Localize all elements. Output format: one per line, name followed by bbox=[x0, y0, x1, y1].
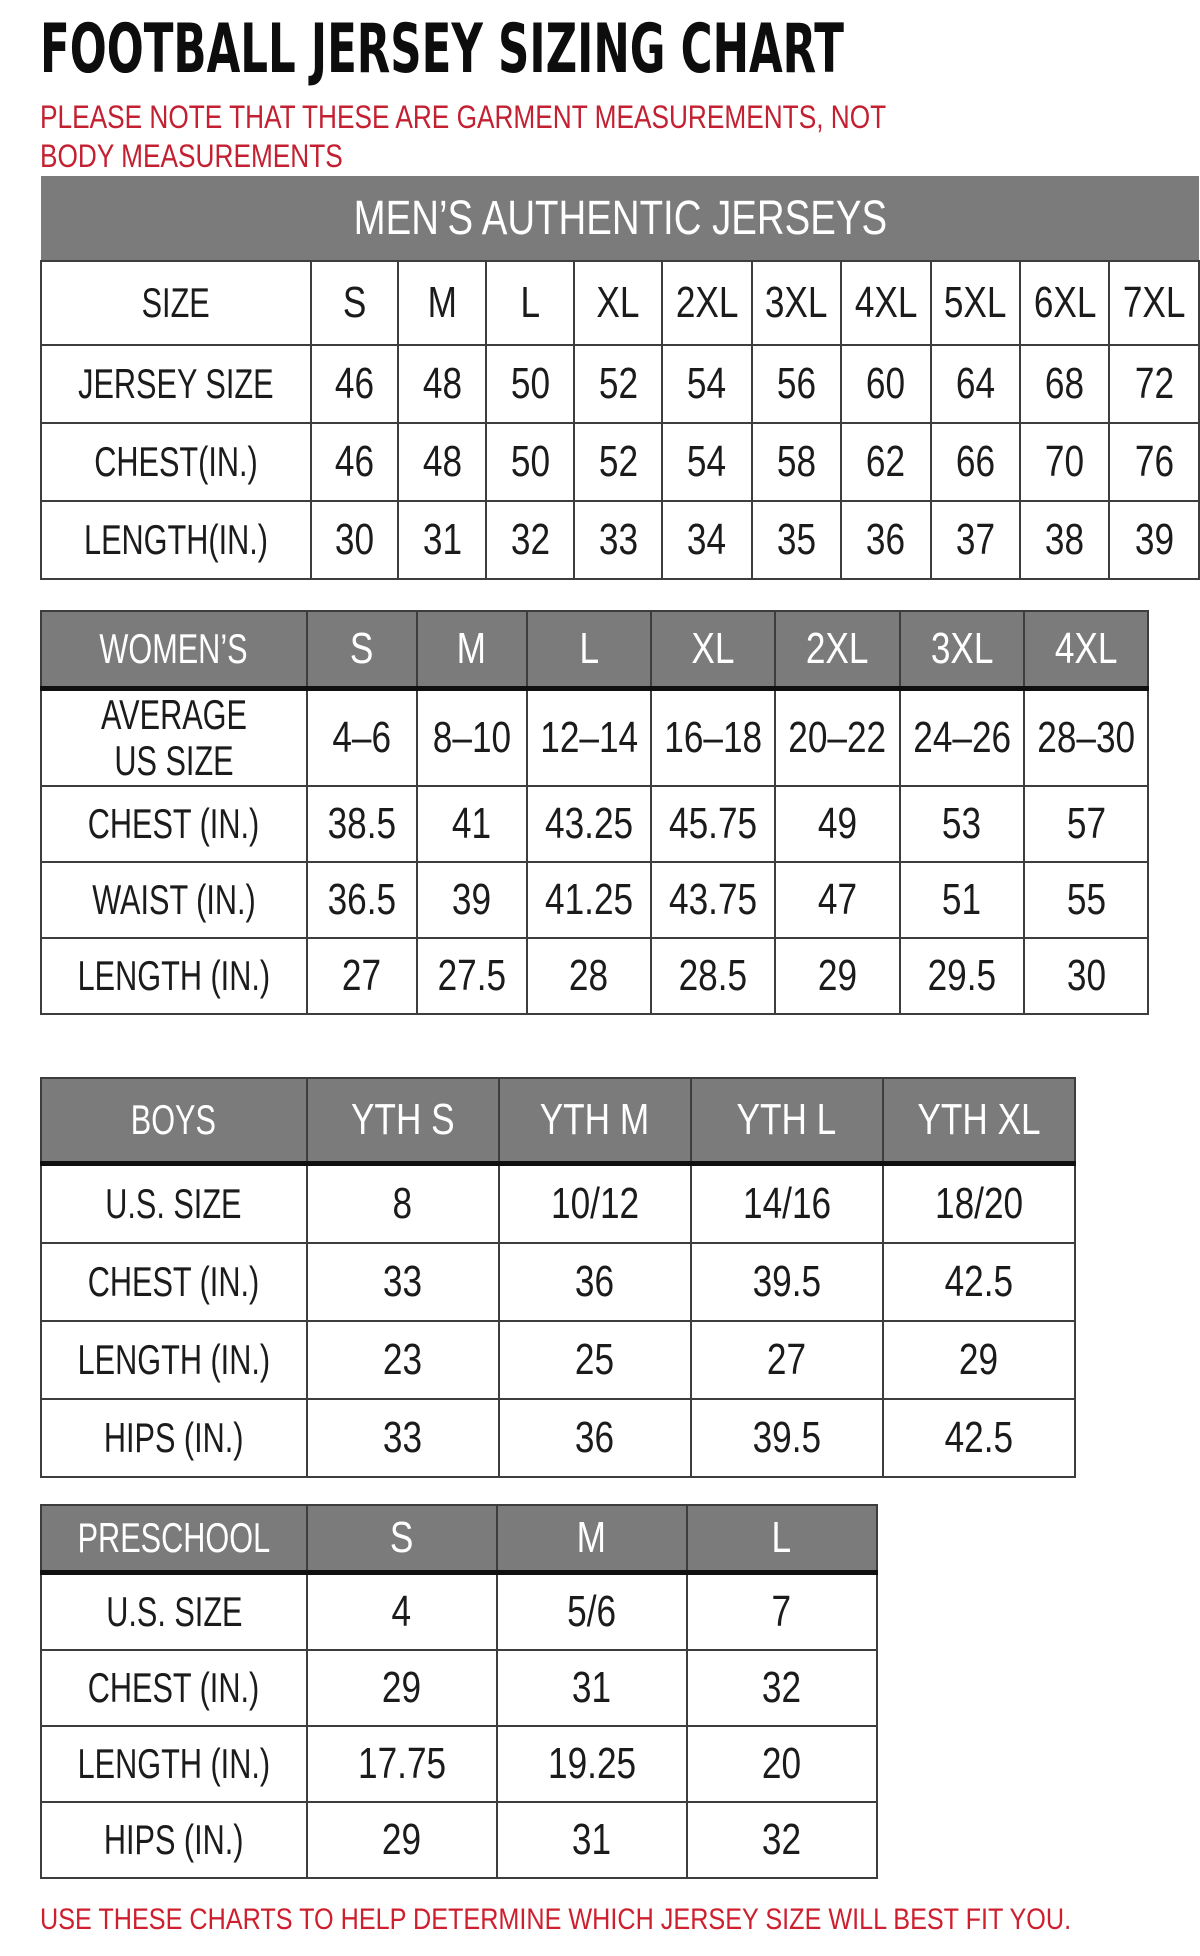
value-cell bbox=[687, 1726, 877, 1802]
cell-text: 31 bbox=[572, 1663, 612, 1712]
womens-chest-row bbox=[41, 786, 1148, 862]
womens-header-label bbox=[41, 611, 307, 689]
cell-text: 43.75 bbox=[669, 875, 758, 924]
cell-text: 57 bbox=[1066, 799, 1106, 848]
size-col-header bbox=[662, 261, 751, 345]
size-col-header bbox=[1020, 261, 1109, 345]
value-cell bbox=[307, 1802, 497, 1878]
size-col-header bbox=[931, 261, 1020, 345]
cell-text: 37 bbox=[955, 515, 995, 564]
value-cell bbox=[1109, 501, 1199, 579]
value-cell bbox=[499, 1399, 691, 1477]
cell-text: 33 bbox=[598, 515, 638, 564]
cell-text: YTH XL bbox=[917, 1095, 1041, 1144]
cell-text: 53 bbox=[942, 799, 982, 848]
cell-text: 56 bbox=[776, 359, 816, 408]
garment-measurements-note bbox=[40, 98, 1200, 176]
mens-chest-row bbox=[41, 423, 1199, 501]
value-cell bbox=[398, 423, 486, 501]
preschool-us-size-row bbox=[41, 1573, 877, 1651]
size-col-header bbox=[883, 1078, 1075, 1164]
cell-text: 30 bbox=[1066, 951, 1106, 1000]
preschool-length-row bbox=[41, 1726, 877, 1802]
value-cell bbox=[307, 938, 417, 1014]
cell-text: 58 bbox=[776, 437, 816, 486]
cell-text: S bbox=[349, 624, 374, 673]
value-cell bbox=[307, 1243, 499, 1321]
cell-text: 4 bbox=[391, 1587, 412, 1636]
value-cell bbox=[775, 786, 899, 862]
cell-text: 5/6 bbox=[567, 1587, 617, 1636]
garment-measurements-note-text: PLEASE NOTE THAT THESE ARE GARMENT MEASUREMENTS, NOT BODY MEASUREMENTS bbox=[40, 99, 886, 174]
value-cell bbox=[307, 1164, 499, 1244]
size-col-header bbox=[527, 611, 651, 689]
cell-text: 43.25 bbox=[544, 799, 633, 848]
value-cell bbox=[900, 786, 1024, 862]
value-cell bbox=[687, 1802, 877, 1878]
row-label-us-size bbox=[41, 1164, 307, 1244]
cell-text: 36 bbox=[575, 1257, 615, 1306]
value-cell bbox=[662, 423, 751, 501]
cell-text: 39.5 bbox=[752, 1257, 821, 1306]
value-cell bbox=[1109, 423, 1199, 501]
cell-text: 24–26 bbox=[912, 713, 1011, 762]
value-cell bbox=[1024, 938, 1148, 1014]
value-cell bbox=[398, 501, 486, 579]
size-col-header bbox=[486, 261, 574, 345]
value-cell bbox=[841, 423, 930, 501]
value-cell bbox=[900, 862, 1024, 938]
row-label-size bbox=[41, 261, 311, 345]
cell-text: 42.5 bbox=[944, 1413, 1013, 1462]
cell-text: 29 bbox=[817, 951, 858, 1000]
cell-text: XL bbox=[596, 278, 640, 327]
cell-text: 10/12 bbox=[550, 1179, 639, 1228]
cell-text: 3XL bbox=[765, 278, 828, 327]
cell-text: YTH S bbox=[350, 1095, 455, 1144]
cell-text: 36 bbox=[866, 515, 906, 564]
row-label-length bbox=[41, 1321, 307, 1399]
value-cell bbox=[527, 938, 651, 1014]
cell-text: 42.5 bbox=[944, 1257, 1013, 1306]
size-col-header bbox=[417, 611, 527, 689]
cell-text: 29.5 bbox=[927, 951, 997, 1000]
value-cell bbox=[497, 1573, 687, 1651]
cell-text: 29 bbox=[382, 1663, 422, 1712]
value-cell bbox=[775, 862, 899, 938]
mens-table-banner bbox=[41, 176, 1199, 261]
size-col-header bbox=[307, 1078, 499, 1164]
cell-text: 27 bbox=[342, 951, 382, 1000]
cell-text: 68 bbox=[1045, 359, 1085, 408]
value-cell bbox=[1020, 423, 1109, 501]
cell-text: 28–30 bbox=[1037, 713, 1136, 762]
cell-text: 19.25 bbox=[547, 1739, 636, 1788]
cell-text: 29 bbox=[382, 1815, 422, 1864]
cell-text: L bbox=[579, 624, 599, 673]
cell-text: L bbox=[771, 1513, 792, 1562]
cell-text: S bbox=[389, 1513, 414, 1562]
cell-text: PRESCHOOL bbox=[77, 1514, 271, 1561]
value-cell bbox=[417, 689, 527, 787]
value-cell bbox=[307, 862, 417, 938]
value-cell bbox=[1024, 786, 1148, 862]
preschool-chest-row bbox=[41, 1650, 877, 1726]
mens-size-header-row bbox=[41, 261, 1199, 345]
boys-header-label bbox=[41, 1078, 307, 1164]
value-cell bbox=[1020, 501, 1109, 579]
cell-text: 60 bbox=[866, 359, 906, 408]
cell-text: 39.5 bbox=[752, 1413, 821, 1462]
cell-text: 52 bbox=[598, 359, 638, 408]
cell-text: M bbox=[577, 1513, 607, 1562]
cell-text: YTH M bbox=[539, 1095, 650, 1144]
value-cell bbox=[883, 1399, 1075, 1477]
cell-text: 54 bbox=[687, 359, 727, 408]
size-col-header bbox=[1109, 261, 1199, 345]
cell-text: YTH L bbox=[736, 1095, 837, 1144]
value-cell bbox=[691, 1321, 883, 1399]
value-cell bbox=[883, 1164, 1075, 1244]
cell-text: 46 bbox=[334, 359, 375, 408]
value-cell bbox=[486, 345, 574, 423]
cell-text: 30 bbox=[334, 515, 375, 564]
value-cell bbox=[900, 938, 1024, 1014]
cell-text: CHEST (IN.) bbox=[88, 1258, 260, 1305]
size-col-header bbox=[691, 1078, 883, 1164]
row-label-average-us-size bbox=[41, 689, 307, 787]
value-cell bbox=[651, 786, 775, 862]
value-cell bbox=[307, 786, 417, 862]
cell-text: 50 bbox=[510, 437, 550, 486]
cell-text: S bbox=[342, 278, 367, 327]
page-title bbox=[40, 10, 1200, 89]
value-cell bbox=[662, 501, 751, 579]
value-cell bbox=[775, 689, 899, 787]
womens-waist-row bbox=[41, 862, 1148, 938]
cell-text: 14/16 bbox=[742, 1179, 831, 1228]
cell-text: 8 bbox=[392, 1179, 413, 1228]
cell-text: U.S. SIZE bbox=[105, 1180, 242, 1227]
cell-text: 62 bbox=[866, 437, 906, 486]
cell-text: 46 bbox=[334, 437, 375, 486]
cell-text: LENGTH (IN.) bbox=[77, 1336, 271, 1383]
cell-text: 35 bbox=[776, 515, 816, 564]
cell-text: 45.75 bbox=[669, 799, 758, 848]
cell-text: 3XL bbox=[930, 624, 994, 673]
size-col-header bbox=[651, 611, 775, 689]
row-label-hips bbox=[41, 1802, 307, 1878]
womens-jerseys-table bbox=[40, 610, 1149, 1015]
value-cell bbox=[574, 345, 662, 423]
cell-text: 48 bbox=[422, 359, 462, 408]
cell-text: 33 bbox=[383, 1413, 423, 1462]
cell-text: 28.5 bbox=[678, 951, 748, 1000]
value-cell bbox=[311, 501, 399, 579]
cell-text: 34 bbox=[687, 515, 727, 564]
cell-text: AVERAGE US SIZE bbox=[100, 691, 247, 784]
cell-text: 16–18 bbox=[664, 713, 763, 762]
page-title-text: FOOTBALL JERSEY SIZING CHART bbox=[40, 10, 844, 89]
cell-text: L bbox=[520, 278, 540, 327]
preschool-hips-row bbox=[41, 1802, 877, 1878]
cell-text: 47 bbox=[817, 875, 858, 924]
cell-text: 39 bbox=[452, 875, 492, 924]
value-cell bbox=[527, 689, 651, 787]
cell-text: 6XL bbox=[1033, 278, 1097, 327]
mens-length-row bbox=[41, 501, 1199, 579]
preschool-jerseys-table bbox=[40, 1504, 878, 1879]
cell-text: HIPS (IN.) bbox=[103, 1414, 244, 1461]
cell-text: 41.25 bbox=[544, 875, 633, 924]
value-cell bbox=[687, 1650, 877, 1726]
size-col-header bbox=[752, 261, 841, 345]
cell-text: 2XL bbox=[675, 278, 739, 327]
size-col-header bbox=[775, 611, 899, 689]
cell-text: 7 bbox=[771, 1587, 792, 1636]
value-cell bbox=[1109, 345, 1199, 423]
value-cell bbox=[574, 501, 662, 579]
value-cell bbox=[486, 423, 574, 501]
womens-header-row bbox=[41, 611, 1148, 689]
cell-text: 51 bbox=[942, 875, 982, 924]
cell-text: CHEST (IN.) bbox=[88, 800, 260, 847]
value-cell bbox=[307, 689, 417, 787]
mens-table-banner-text: MEN’S AUTHENTIC JERSEYS bbox=[353, 191, 887, 245]
value-cell bbox=[497, 1650, 687, 1726]
cell-text: 17.75 bbox=[357, 1739, 446, 1788]
cell-text: 4XL bbox=[1054, 624, 1118, 673]
cell-text: 23 bbox=[383, 1335, 423, 1384]
cell-text: 29 bbox=[959, 1335, 999, 1384]
cell-text: M bbox=[457, 624, 487, 673]
value-cell bbox=[931, 423, 1020, 501]
cell-text: 31 bbox=[572, 1815, 612, 1864]
cell-text: 41 bbox=[452, 799, 492, 848]
value-cell bbox=[497, 1802, 687, 1878]
cell-text: 4XL bbox=[854, 278, 918, 327]
value-cell bbox=[486, 501, 574, 579]
value-cell bbox=[417, 786, 527, 862]
cell-text: M bbox=[427, 278, 458, 327]
cell-text: 72 bbox=[1134, 359, 1174, 408]
value-cell bbox=[841, 345, 930, 423]
value-cell bbox=[527, 862, 651, 938]
boys-us-size-row bbox=[41, 1164, 1075, 1244]
cell-text: LENGTH(IN.) bbox=[83, 516, 268, 563]
cell-text: 20 bbox=[762, 1739, 802, 1788]
size-col-header bbox=[841, 261, 930, 345]
value-cell bbox=[311, 345, 399, 423]
value-cell bbox=[687, 1573, 877, 1651]
value-cell bbox=[497, 1726, 687, 1802]
cell-text: HIPS (IN.) bbox=[104, 1816, 244, 1863]
value-cell bbox=[417, 862, 527, 938]
cell-text: BOYS bbox=[131, 1096, 217, 1143]
row-label-length bbox=[41, 501, 311, 579]
cell-text: 38.5 bbox=[327, 799, 396, 848]
cell-text: 31 bbox=[422, 515, 462, 564]
cell-text: 50 bbox=[510, 359, 550, 408]
boys-chest-row bbox=[41, 1243, 1075, 1321]
cell-text: WOMEN’S bbox=[99, 625, 248, 672]
value-cell bbox=[499, 1164, 691, 1244]
cell-text: 4–6 bbox=[332, 713, 392, 762]
cell-text: LENGTH (IN.) bbox=[77, 1740, 271, 1787]
value-cell bbox=[651, 938, 775, 1014]
cell-text: U.S. SIZE bbox=[105, 1588, 243, 1635]
value-cell bbox=[307, 1321, 499, 1399]
size-col-header bbox=[311, 261, 399, 345]
cell-text: 32 bbox=[762, 1815, 802, 1864]
value-cell bbox=[691, 1164, 883, 1244]
cell-text: 76 bbox=[1134, 437, 1174, 486]
cell-text: 7XL bbox=[1122, 278, 1186, 327]
cell-text: 55 bbox=[1066, 875, 1106, 924]
value-cell bbox=[1024, 689, 1148, 787]
value-cell bbox=[417, 938, 527, 1014]
fit-advice-note-text: USE THESE CHARTS TO HELP DETERMINE WHICH JERSEY SIZE WILL BEST FIT YOU. bbox=[40, 1903, 1072, 1936]
cell-text: 8–10 bbox=[432, 713, 511, 762]
value-cell bbox=[841, 501, 930, 579]
fit-advice-note bbox=[40, 1903, 1200, 1937]
cell-text: 18/20 bbox=[934, 1179, 1023, 1228]
cell-text: 12–14 bbox=[539, 713, 638, 762]
size-col-header bbox=[687, 1505, 877, 1573]
value-cell bbox=[651, 862, 775, 938]
mens-authentic-jerseys-table bbox=[40, 176, 1200, 580]
value-cell bbox=[651, 689, 775, 787]
value-cell bbox=[931, 501, 1020, 579]
cell-text: 38 bbox=[1045, 515, 1085, 564]
value-cell bbox=[499, 1243, 691, 1321]
cell-text: 48 bbox=[422, 437, 462, 486]
cell-text: 36 bbox=[575, 1413, 615, 1462]
value-cell bbox=[307, 1650, 497, 1726]
value-cell bbox=[752, 345, 841, 423]
cell-text: 66 bbox=[955, 437, 995, 486]
cell-text: 32 bbox=[762, 1663, 802, 1712]
cell-text: CHEST(IN.) bbox=[94, 438, 258, 485]
size-col-header bbox=[499, 1078, 691, 1164]
cell-text: 64 bbox=[955, 359, 995, 408]
value-cell bbox=[499, 1321, 691, 1399]
value-cell bbox=[662, 345, 751, 423]
row-label-chest bbox=[41, 786, 307, 862]
value-cell bbox=[691, 1399, 883, 1477]
value-cell bbox=[527, 786, 651, 862]
row-label-jersey-size bbox=[41, 345, 311, 423]
cell-text: 39 bbox=[1134, 515, 1174, 564]
cell-text: WAIST (IN.) bbox=[92, 876, 256, 923]
value-cell bbox=[574, 423, 662, 501]
cell-text: 36.5 bbox=[327, 875, 396, 924]
value-cell bbox=[752, 423, 841, 501]
value-cell bbox=[307, 1399, 499, 1477]
row-label-chest bbox=[41, 423, 311, 501]
boys-jerseys-table bbox=[40, 1077, 1076, 1478]
cell-text: 2XL bbox=[806, 624, 869, 673]
value-cell bbox=[883, 1243, 1075, 1321]
cell-text: 49 bbox=[817, 799, 858, 848]
value-cell bbox=[311, 423, 399, 501]
cell-text: 32 bbox=[510, 515, 550, 564]
value-cell bbox=[691, 1243, 883, 1321]
mens-jersey-size-row bbox=[41, 345, 1199, 423]
mens-table-banner-row bbox=[41, 176, 1199, 261]
value-cell bbox=[883, 1321, 1075, 1399]
size-col-header bbox=[900, 611, 1024, 689]
size-col-header bbox=[1024, 611, 1148, 689]
row-label-waist bbox=[41, 862, 307, 938]
size-col-header bbox=[307, 1505, 497, 1573]
cell-text: 54 bbox=[687, 437, 727, 486]
boys-header-row bbox=[41, 1078, 1075, 1164]
cell-text: 27.5 bbox=[437, 951, 506, 1000]
cell-text: 20–22 bbox=[788, 713, 887, 762]
value-cell bbox=[1020, 345, 1109, 423]
row-label-us-size bbox=[41, 1573, 307, 1651]
cell-text: CHEST (IN.) bbox=[88, 1664, 260, 1711]
cell-text: XL bbox=[691, 624, 735, 673]
cell-text: 52 bbox=[598, 437, 638, 486]
row-label-length bbox=[41, 938, 307, 1014]
value-cell bbox=[752, 501, 841, 579]
size-col-header bbox=[574, 261, 662, 345]
boys-length-row bbox=[41, 1321, 1075, 1399]
size-col-header bbox=[307, 611, 417, 689]
value-cell bbox=[307, 1573, 497, 1651]
row-label-chest bbox=[41, 1650, 307, 1726]
row-label-chest bbox=[41, 1243, 307, 1321]
cell-text: 5XL bbox=[943, 278, 1007, 327]
row-label-hips bbox=[41, 1399, 307, 1477]
cell-text: LENGTH (IN.) bbox=[77, 952, 271, 999]
size-col-header bbox=[497, 1505, 687, 1573]
womens-length-row bbox=[41, 938, 1148, 1014]
cell-text: SIZE bbox=[141, 279, 210, 326]
size-col-header bbox=[398, 261, 486, 345]
row-label-length bbox=[41, 1726, 307, 1802]
value-cell bbox=[1024, 862, 1148, 938]
boys-hips-row bbox=[41, 1399, 1075, 1477]
preschool-header-label bbox=[41, 1505, 307, 1573]
cell-text: JERSEY SIZE bbox=[78, 360, 274, 407]
cell-text: 70 bbox=[1045, 437, 1085, 486]
cell-text: 27 bbox=[767, 1335, 807, 1384]
value-cell bbox=[398, 345, 486, 423]
preschool-header-row bbox=[41, 1505, 877, 1573]
cell-text: 28 bbox=[569, 951, 609, 1000]
value-cell bbox=[900, 689, 1024, 787]
value-cell bbox=[931, 345, 1020, 423]
womens-us-size-row bbox=[41, 689, 1148, 787]
cell-text: 33 bbox=[383, 1257, 423, 1306]
value-cell bbox=[307, 1726, 497, 1802]
value-cell bbox=[775, 938, 899, 1014]
cell-text: 25 bbox=[575, 1335, 615, 1384]
